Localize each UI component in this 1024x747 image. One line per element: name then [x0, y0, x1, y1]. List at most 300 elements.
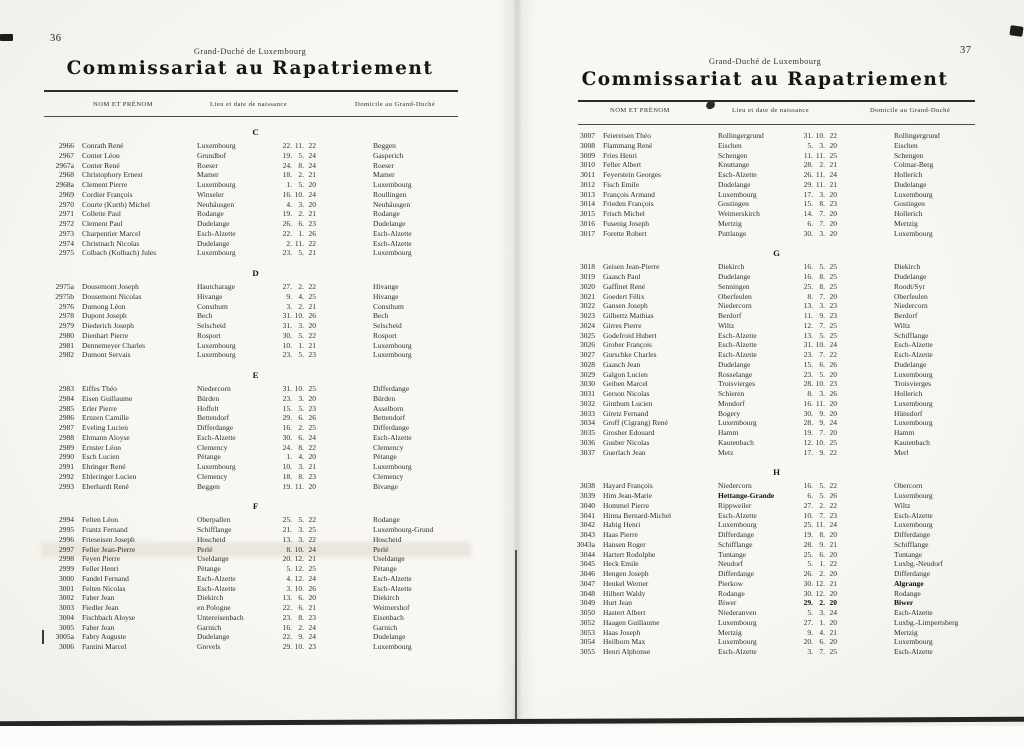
row-birthplace: Rodange [197, 209, 224, 219]
table-row [565, 569, 989, 579]
row-name: Heilborn Max [603, 637, 646, 647]
table-row [44, 161, 468, 171]
table-row [565, 141, 989, 151]
row-birthplace: Roeser [197, 160, 218, 170]
row-birthplace: Luxembourg [197, 180, 236, 189]
row-name: Fiedler Jean [82, 603, 119, 612]
row-name: Geiben Marcel [603, 379, 648, 389]
row-domicile: Hamm [894, 428, 915, 437]
row-domicile: Luxembourg [894, 520, 933, 530]
row-name: Eveling Lucien [82, 423, 129, 432]
row-birthdate: 23. 5. 23 [282, 350, 316, 360]
row-birthdate: 8. 7. 20 [807, 291, 837, 301]
row-birthdate: 28. 9. 21 [803, 539, 837, 549]
row-number: 3000 [59, 573, 74, 583]
row-number: 2993 [59, 481, 74, 491]
row-birthdate: 20. 12. 21 [282, 554, 316, 564]
row-birthdate: 2. 11. 22 [286, 238, 316, 248]
row-birthplace: Puttlange [718, 228, 747, 238]
row-domicile: Esch-Alzette [894, 647, 933, 656]
section-letter: F [252, 501, 260, 512]
row-birthdate: 22. 11. 22 [282, 141, 316, 150]
row-name: Godefroid Hubert [603, 330, 657, 340]
row-domicile: Clemency [373, 471, 404, 481]
row-birthdate: 8. 3. 26 [807, 389, 837, 398]
row-name: Henri Alphonse [603, 647, 651, 656]
table-row [565, 160, 989, 170]
row-number: 2981 [59, 340, 74, 350]
table-row [565, 428, 989, 438]
row-domicile: Useldange [373, 554, 405, 564]
row-name: Forette Robert [603, 228, 647, 238]
row-number: 3049 [580, 598, 595, 608]
row-name: Gusber Nicolas [603, 437, 650, 447]
table-row [44, 642, 468, 652]
table-row [565, 219, 989, 229]
row-number: 3005 [59, 622, 74, 632]
row-number: 3055 [580, 647, 595, 656]
row-domicile: Schifflange [894, 539, 929, 549]
row-birthplace: Mondorf [718, 398, 745, 408]
table-row [565, 448, 989, 458]
row-birthdate: 5. 3. 20 [807, 140, 837, 150]
row-birthplace: Hivange [197, 291, 223, 301]
page-number: 36 [50, 33, 62, 44]
table-row [44, 209, 468, 219]
column-header-name: NOM ET PRÉNOM [610, 107, 670, 114]
kicker: Grand-Duché de Luxembourg [708, 56, 822, 66]
row-birthdate: 12. 10. 25 [803, 437, 837, 447]
row-domicile: Pétange [373, 564, 397, 573]
row-birthdate: 1. 5. 20 [286, 180, 316, 189]
table-row [565, 481, 989, 491]
row-birthdate: 15. 5. 23 [282, 403, 316, 413]
row-birthdate: 21. 3. 25 [282, 525, 316, 534]
row-birthplace: Esch-Alzette [718, 170, 757, 179]
row-birthplace: Dudelange [197, 219, 230, 228]
row-number: 2968a [55, 180, 74, 189]
row-domicile: Wiltz [894, 500, 911, 510]
row-name: Hommel Pierre [603, 500, 650, 510]
table-row [44, 413, 468, 423]
row-domicile: Roodt/Syr [894, 281, 925, 291]
row-domicile: Oberfeulen [894, 291, 928, 301]
row-birthdate: 10. 7. 23 [803, 510, 837, 520]
table-row [565, 170, 989, 180]
row-number: 3044 [580, 549, 595, 559]
row-domicile: Luxembourg [894, 418, 933, 428]
column-header-name: NOM ET PRÉNOM [93, 101, 153, 108]
row-name: Christophory Ernest [82, 170, 143, 180]
row-name: Ginthum Lucien [603, 398, 653, 408]
row-number: 3009 [580, 150, 595, 160]
row-birthplace: Dudelange [718, 272, 751, 281]
row-birthplace: Neuhäusgen [197, 199, 235, 209]
table-row [565, 589, 989, 599]
row-name: Faber Jean [82, 622, 115, 632]
row-number: 3008 [580, 140, 595, 150]
row-birthplace: Esch-Alzette [718, 510, 757, 520]
row-birthplace: Esch-Alzette [197, 432, 236, 442]
row-birthdate: 29. 2. 20 [803, 598, 837, 608]
row-birthplace: Garnich [197, 622, 222, 632]
row-name: Ehringer René [82, 462, 126, 471]
row-birthdate: 26. 2. 20 [803, 569, 837, 578]
row-name: Hurt Jean [603, 598, 632, 608]
row-birthdate: 4. 12. 24 [286, 573, 316, 583]
table-row [44, 282, 468, 292]
row-birthplace: Luxembourg [718, 637, 757, 647]
row-number: 2979 [59, 321, 74, 330]
row-number: 3038 [580, 481, 595, 491]
row-birthplace: Oberfeulen [718, 291, 752, 301]
row-domicile: Bürden [373, 393, 396, 403]
row-name: Grober François [603, 340, 652, 350]
table-row [44, 170, 468, 180]
row-birthdate: 19. 7. 20 [803, 428, 837, 437]
row-birthdate: 30. 3. 20 [803, 228, 837, 238]
row-birthdate: 16. 2. 24 [282, 622, 316, 632]
table-row [44, 190, 468, 200]
row-birthplace: Oberpallen [197, 515, 231, 525]
table-row [565, 340, 989, 350]
row-number: 3054 [580, 637, 595, 647]
row-domicile: Rodange [894, 588, 921, 598]
column-header-domicile: Domicile au Grand-Duché [355, 101, 436, 108]
row-birthdate: 10. 3. 21 [282, 462, 316, 471]
row-name: Charpentier Marcel [82, 228, 141, 238]
row-birthplace: Differdange [718, 530, 755, 539]
row-birthdate: 29. 10. 23 [282, 642, 316, 651]
row-birthdate: 15. 8. 23 [803, 199, 837, 209]
table-row [44, 151, 468, 161]
row-number: 3026 [580, 340, 595, 350]
row-birthplace: Eischen [718, 140, 742, 150]
row-domicile: Bettendorf [373, 413, 406, 423]
table-row [565, 438, 989, 448]
table-row [565, 180, 989, 190]
row-birthdate: 16. 5. 22 [803, 481, 837, 491]
table-row [44, 515, 468, 525]
table-row [565, 199, 989, 209]
row-birthplace: Schifflange [718, 539, 753, 549]
row-domicile: Dudelange [373, 219, 406, 228]
kicker: Grand-Duché de Luxembourg [193, 46, 307, 56]
table-row [565, 559, 989, 569]
row-birthdate: 15. 6. 26 [803, 359, 837, 369]
row-number: 2995 [59, 525, 74, 534]
header-rule-bottom [44, 116, 458, 117]
row-domicile: Schengen [894, 150, 924, 160]
row-birthplace: Esch-Alzette [197, 583, 236, 593]
row-number: 2972 [59, 219, 74, 228]
row-domicile: Hünsdorf [894, 408, 923, 418]
table-row [565, 370, 989, 380]
row-number: 3027 [580, 350, 595, 359]
row-birthplace: en Pologne [197, 603, 231, 612]
row-birthplace: Bürden [197, 393, 220, 403]
row-name: Hartert Rodolphe [603, 549, 656, 559]
row-number: 2975a [55, 282, 74, 291]
row-name: Giretz Fernand [603, 408, 649, 418]
row-name: Haagen Guillaume [603, 617, 660, 627]
row-birthplace: Niederanven [718, 608, 757, 617]
row-birthdate: 25. 5. 22 [282, 515, 316, 525]
row-name: Christnach Nicolas [82, 238, 140, 248]
table-row [44, 384, 468, 394]
row-birthdate: 28. 9. 24 [803, 418, 837, 428]
row-domicile: Luxembourg [894, 491, 933, 500]
row-birthplace: Luxembourg [718, 520, 757, 530]
row-number: 3042 [580, 520, 595, 530]
row-domicile: Wiltz [894, 320, 911, 330]
row-number: 2985 [59, 403, 74, 413]
row-name: Frieseisen Joseph [82, 534, 135, 544]
row-name: Henkel Werner [603, 578, 649, 588]
row-birthplace: Luxembourg [718, 418, 757, 428]
row-birthdate: 30. 12. 20 [803, 588, 837, 598]
row-domicile: Rollingergrund [894, 131, 940, 140]
row-domicile: Neuhäusgen [373, 199, 411, 209]
row-name: Gaasch Jean [603, 359, 641, 369]
row-domicile: Dudelange [894, 359, 927, 369]
row-birthdate: 30. 9. 20 [803, 408, 837, 418]
table-row [565, 608, 989, 618]
row-birthdate: 16. 10. 24 [282, 189, 316, 199]
row-birthdate: 14. 7. 20 [803, 209, 837, 218]
row-birthplace: Rollingergrund [718, 131, 764, 140]
row-birthplace: Esch-Alzette [197, 573, 236, 583]
row-number: 3035 [580, 428, 595, 437]
row-birthplace: Metz [718, 447, 734, 457]
table-row [565, 491, 989, 501]
row-name: Conter Léon [82, 150, 120, 160]
row-birthdate: 3. 2. 21 [286, 301, 316, 311]
row-number: 2969 [59, 189, 74, 199]
row-name: Hansen Roger [603, 539, 646, 549]
table-row [565, 579, 989, 589]
row-domicile: Bech [373, 311, 389, 321]
row-number: 3028 [580, 359, 595, 369]
row-number: 3016 [580, 218, 595, 228]
scan-mark-left-tick [42, 630, 44, 644]
row-domicile: Roullingen [373, 189, 407, 199]
row-domicile: Hollerich [894, 209, 923, 218]
row-birthplace: Weimerskirch [718, 209, 760, 218]
table-row [44, 525, 468, 535]
column-header-birth: Lieu et date de naissance [732, 107, 810, 114]
row-name: Habig Henri [603, 520, 641, 530]
row-birthdate: 30. 12. 21 [803, 578, 837, 588]
table-row [565, 637, 989, 647]
row-name: Gaasch Paul [603, 272, 641, 281]
row-number: 2996 [59, 534, 74, 544]
row-birthdate: 26. 6. 23 [282, 219, 316, 228]
row-number: 3014 [580, 199, 595, 209]
table-row [44, 554, 468, 564]
table-row [565, 647, 989, 657]
row-number: 3045 [580, 559, 595, 569]
row-number: 2974 [59, 238, 74, 248]
row-domicile: Esch-Alzette [894, 510, 933, 520]
row-name: Geisen Jean-Pierre [603, 262, 660, 272]
page-37 [545, 0, 1015, 722]
row-name: Frieden François [603, 199, 654, 209]
row-number: 3053 [580, 627, 595, 637]
row-birthdate: 31. 10. 26 [282, 311, 316, 321]
row-birthdate: 31. 3. 20 [282, 321, 316, 330]
row-domicile: Mertzig [894, 627, 918, 637]
row-birthdate: 24. 8. 22 [282, 442, 316, 452]
row-domicile: Luxembourg [373, 248, 412, 258]
row-number: 3039 [580, 491, 595, 500]
row-name: Grosber Edouard [603, 428, 655, 437]
table-body [44, 124, 468, 652]
table-row [565, 618, 989, 628]
row-birthdate: 3. 7. 25 [807, 647, 837, 656]
row-domicile: Perlé [373, 544, 389, 554]
row-domicile: Obercorn [894, 481, 923, 491]
row-domicile: Hollerich [894, 170, 923, 179]
row-number: 2997 [59, 544, 74, 554]
row-birthplace: Hoffelt [197, 403, 219, 413]
row-number: 2976 [59, 301, 74, 311]
row-birthdate: 26. 11. 24 [803, 170, 837, 179]
row-name: Faber Jean [82, 593, 115, 603]
row-birthplace: Bech [197, 311, 213, 321]
row-name: Fusenig Joseph [603, 218, 650, 228]
table-row [44, 613, 468, 623]
row-number: 2966 [59, 141, 74, 150]
row-number: 2968 [59, 170, 74, 180]
row-number: 2975 [59, 248, 74, 258]
row-birthdate: 31. 10. 22 [803, 131, 837, 140]
row-number: 2984 [59, 393, 74, 403]
section-letter: H [773, 467, 781, 478]
row-name: Clement Pierre [82, 180, 128, 189]
row-number: 3013 [580, 189, 595, 199]
row-birthdate: 5. 12. 25 [286, 564, 316, 573]
row-number: 2982 [59, 350, 74, 360]
row-domicile: Clemency [373, 442, 404, 452]
table-row [44, 593, 468, 603]
table-row [44, 443, 468, 453]
row-name: Gilbertz Mathias [603, 311, 654, 320]
row-birthplace: Diekirch [197, 593, 224, 603]
row-birthplace: Useldange [197, 554, 229, 564]
scan-mark-top-left [0, 34, 13, 41]
row-number: 2971 [59, 209, 74, 219]
row-number: 3036 [580, 437, 595, 447]
row-birthdate: 18. 2. 21 [282, 170, 316, 180]
row-birthplace: Selscheid [197, 321, 226, 330]
row-name: Colbach (Kolbach) Jules [82, 248, 157, 258]
row-number: 3037 [580, 447, 595, 457]
row-birthdate: 23. 3. 20 [282, 393, 316, 403]
table-row [44, 564, 468, 574]
row-number: 3015 [580, 209, 595, 218]
table-row [565, 331, 989, 341]
row-name: Ernster Léon [82, 442, 121, 452]
table-row [565, 301, 989, 311]
row-name: Hilbert Waldy [603, 588, 646, 598]
row-birthplace: Luxembourg [197, 248, 236, 258]
row-domicile: Luxembourg [373, 340, 412, 350]
row-domicile: Differdange [373, 384, 410, 393]
row-name: Eberhardt René [82, 481, 129, 491]
row-birthdate: 31. 10. 24 [803, 340, 837, 350]
row-birthdate: 30. 5. 22 [282, 330, 316, 340]
row-domicile: Schifflange [894, 330, 929, 340]
row-birthdate: 23. 5. 20 [803, 369, 837, 379]
row-name: François Armand [603, 189, 655, 199]
row-domicile: Diekirch [894, 262, 921, 272]
row-domicile: Consthum [373, 301, 404, 311]
row-birthdate: 19. 2. 21 [282, 209, 316, 219]
table-row [44, 302, 468, 312]
row-birthdate: 13. 5. 25 [803, 330, 837, 340]
row-domicile: Weimershof [373, 603, 410, 612]
row-birthplace: Mertzig [718, 627, 742, 637]
header-rule-top [578, 100, 975, 102]
row-name: Fries Henri [603, 150, 637, 160]
row-birthplace: Luxembourg [197, 350, 236, 360]
row-name: Feyen Pierre [82, 554, 121, 564]
section-letter: D [252, 268, 260, 278]
row-number: 3041 [580, 510, 595, 520]
row-number: 2999 [59, 564, 74, 573]
row-number: 3001 [59, 583, 74, 593]
table-row [565, 229, 989, 239]
row-birthplace: Mamer [197, 170, 219, 180]
row-domicile: Dudelange [894, 272, 927, 281]
row-domicile: Esch-Alzette [373, 432, 412, 442]
row-name: Gaffinet René [603, 281, 646, 291]
row-number: 3021 [580, 291, 595, 301]
table-row [565, 628, 989, 638]
row-number: 3010 [580, 160, 595, 170]
header-rule-bottom [578, 124, 975, 125]
table-row [44, 462, 468, 472]
row-birthdate: 22. 1. 26 [282, 228, 316, 238]
table-row [565, 292, 989, 302]
scan-mark-top-right [1009, 25, 1023, 37]
row-number: 3019 [580, 272, 595, 281]
row-birthplace: Clemency [197, 442, 228, 452]
row-birthplace: Esch-Alzette [718, 330, 757, 340]
row-birthplace: Troisvierges [718, 379, 756, 389]
row-number: 3024 [580, 320, 595, 330]
table-row [44, 239, 468, 249]
row-birthplace: Grevels [197, 642, 221, 651]
row-birthplace: Dudelange [197, 632, 230, 642]
row-domicile: Dudelange [373, 632, 406, 642]
table-row [565, 511, 989, 521]
row-birthplace: Rosport [197, 330, 221, 340]
row-birthplace: Mertzig [718, 218, 742, 228]
row-name: Fisch Emile [603, 179, 640, 189]
row-number: 3033 [580, 408, 595, 418]
section-letter: C [252, 127, 260, 137]
row-domicile: Rodange [373, 209, 400, 219]
table-row [565, 409, 989, 419]
row-domicile: Hivange [373, 282, 399, 291]
row-domicile: Differdange [894, 530, 931, 539]
row-number: 2986 [59, 413, 74, 423]
row-birthdate: 16. 8. 25 [803, 272, 837, 281]
row-name: Eiffes Théo [82, 384, 117, 393]
page-36 [30, 0, 500, 722]
